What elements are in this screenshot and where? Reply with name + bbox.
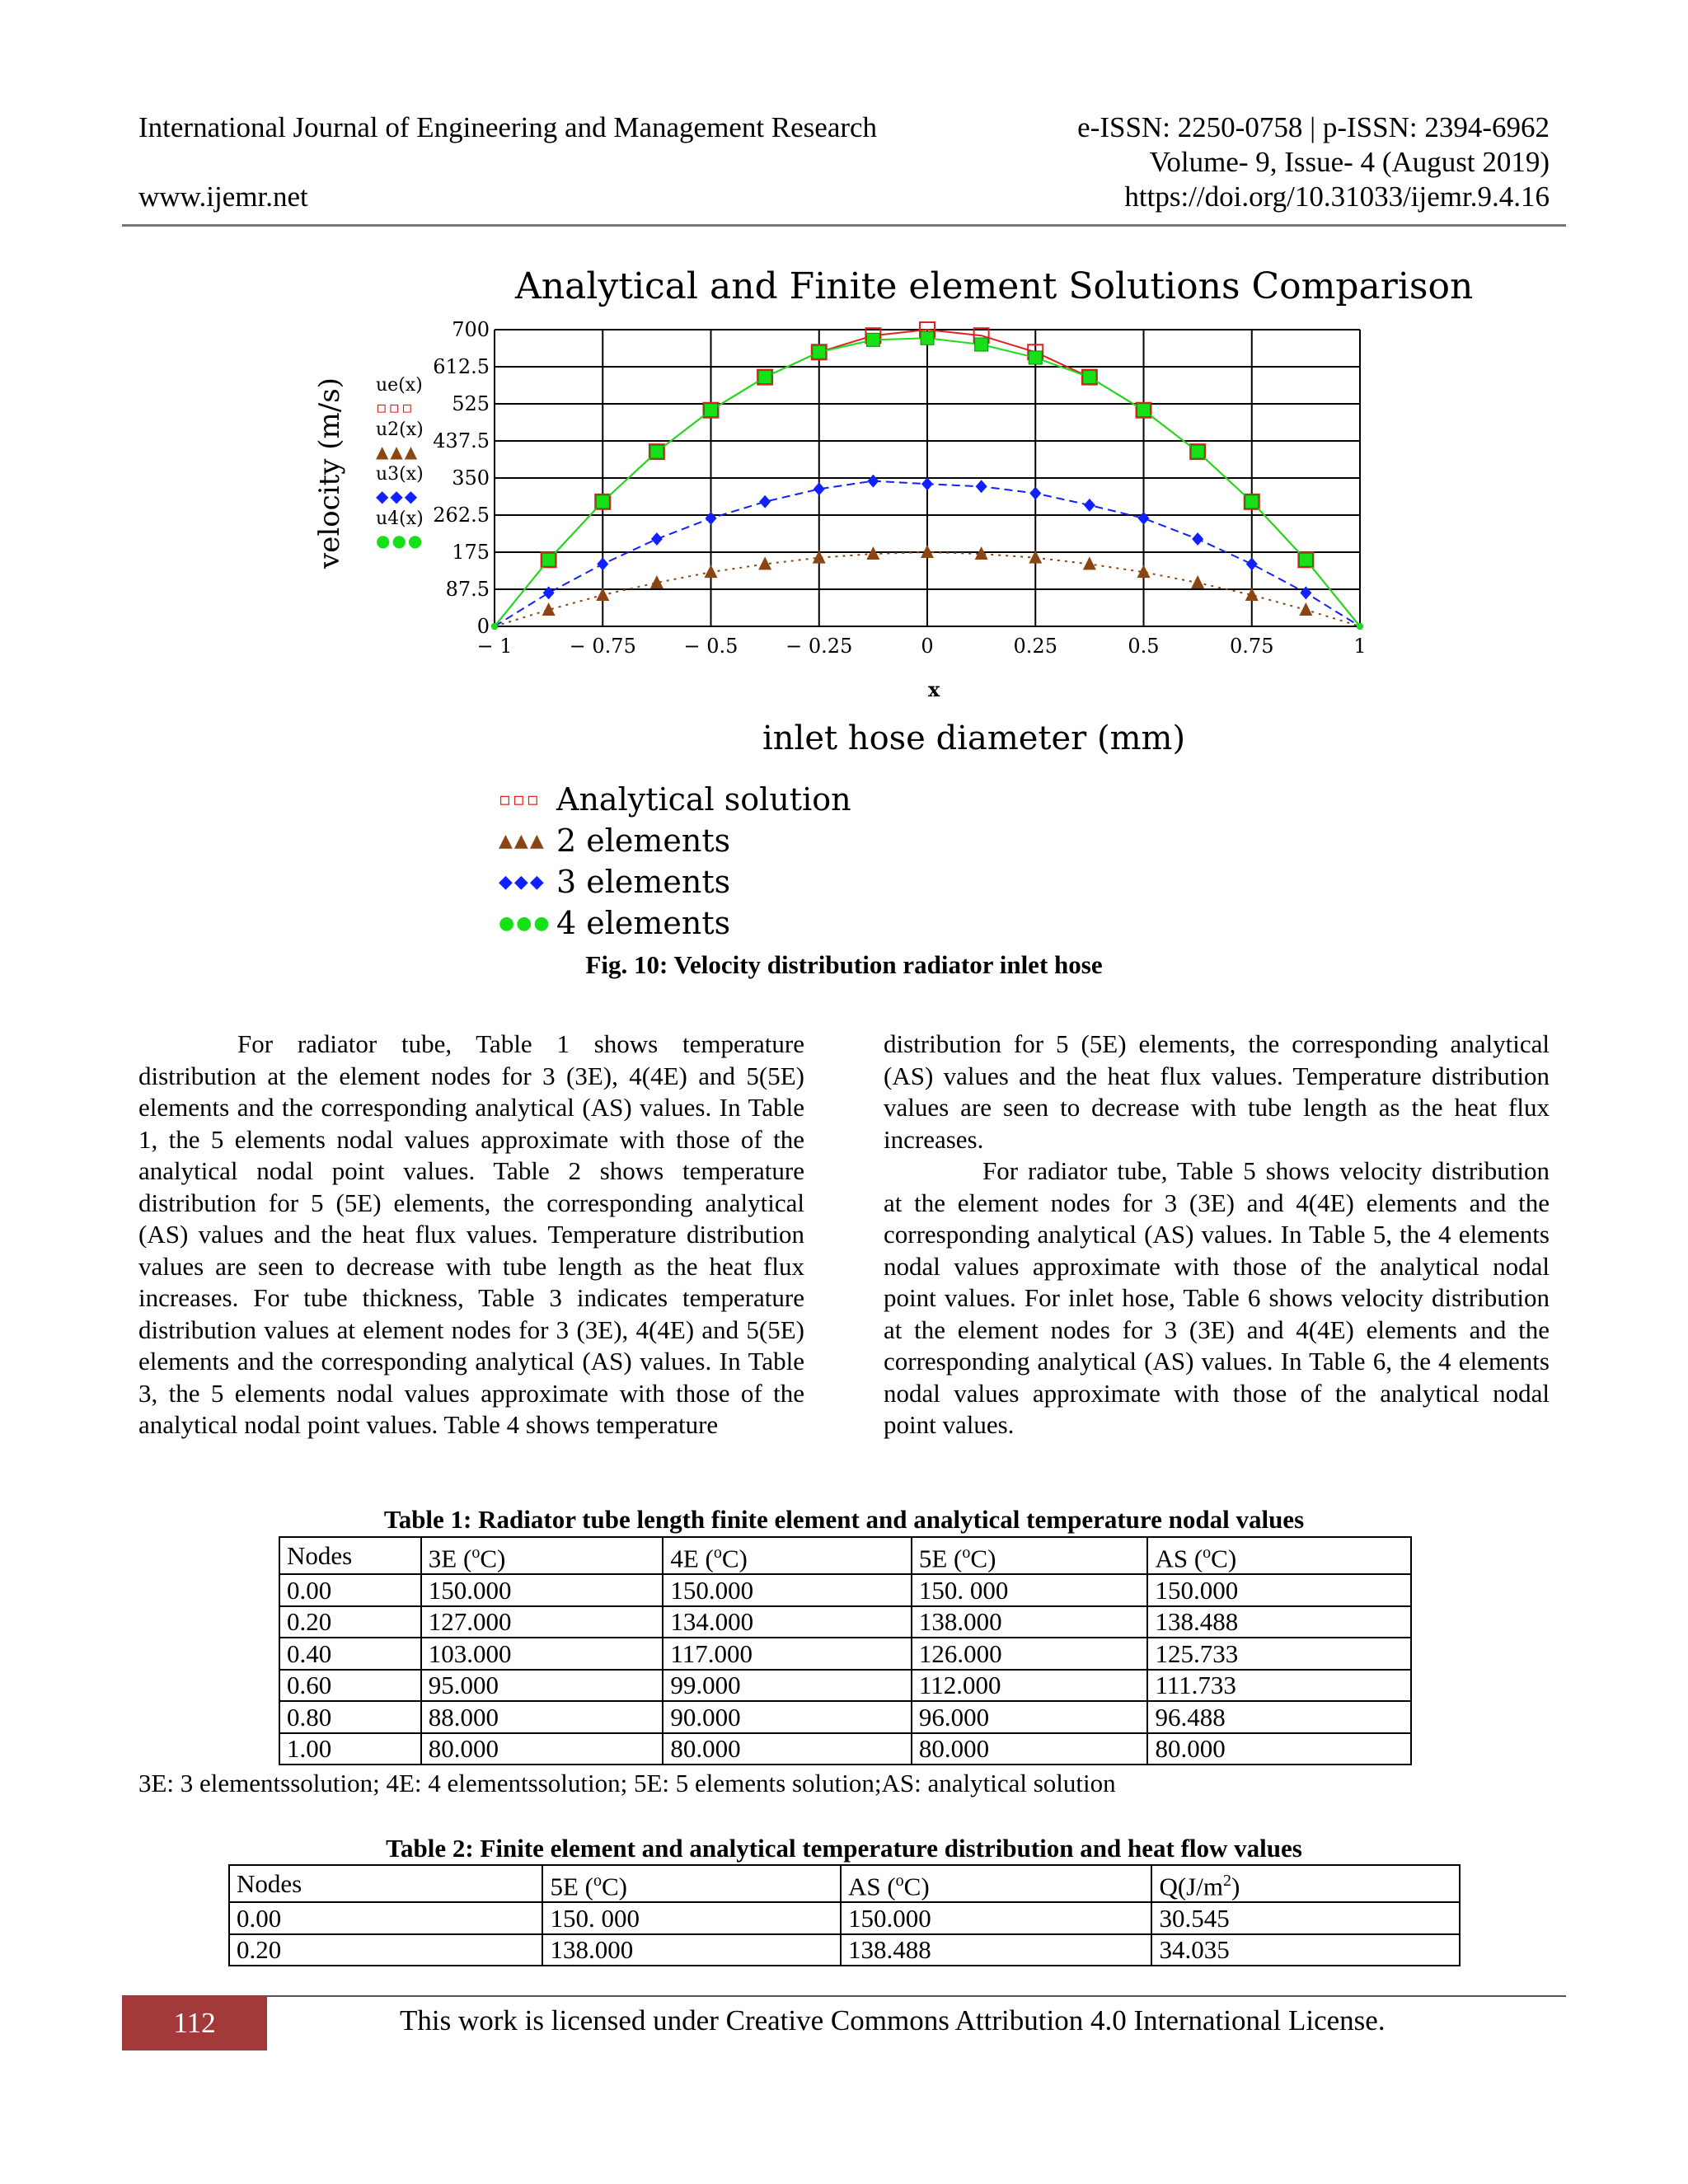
series-marker-icon: ▲▲▲ — [376, 442, 420, 462]
data-point — [976, 480, 987, 493]
data-point — [1029, 487, 1041, 500]
table-cell: 103.000 — [421, 1638, 663, 1670]
table2 — [228, 1864, 1461, 1966]
table-row — [279, 1638, 1411, 1670]
legend-label: 2 elements — [556, 823, 731, 859]
table-header-row — [279, 1537, 1411, 1574]
data-point — [1357, 623, 1363, 630]
table1-caption: Table 1: Radiator tube length finite element and analytical temperature nodal values — [383, 1505, 1305, 1534]
table-header-cell: Nodes — [279, 1537, 421, 1574]
table-cell: 30.545 — [1151, 1902, 1460, 1934]
table2-caption: Table 2: Finite element and analytical temperature distribution and heat flow values — [386, 1834, 1302, 1863]
data-point — [866, 546, 879, 560]
table-header-cell: Nodes — [229, 1865, 542, 1902]
table-row — [279, 1701, 1411, 1733]
table-row — [229, 1902, 1460, 1934]
table-cell: 126.000 — [912, 1638, 1148, 1670]
table-cell: 138.000 — [912, 1606, 1148, 1638]
legend-item — [499, 902, 851, 944]
data-point — [1137, 404, 1151, 417]
table-cell: 0.40 — [279, 1638, 421, 1670]
legend-marker-icon: ▲▲▲ — [499, 830, 546, 851]
y-tick-label: 437.5 — [433, 429, 490, 452]
chart-x-axis-label: inlet hose diameter (mm) — [762, 719, 1186, 757]
x-tick-label: 0.75 — [1230, 635, 1274, 658]
data-point — [597, 557, 608, 570]
table-cell: 138.000 — [542, 1934, 841, 1966]
data-point — [1138, 512, 1150, 525]
legend-label: 3 elements — [556, 864, 731, 900]
x-tick-label: 0.5 — [1128, 635, 1160, 658]
series-name: u3(x) — [376, 464, 424, 485]
data-point — [759, 495, 771, 509]
data-point — [491, 623, 498, 630]
table-row — [279, 1670, 1411, 1702]
table-row — [279, 1574, 1411, 1606]
data-point — [1245, 495, 1259, 509]
body-column-right — [884, 1029, 1550, 1441]
table-cell: 0.20 — [229, 1934, 542, 1966]
chart-legend — [499, 779, 851, 944]
table-cell: 150.000 — [841, 1902, 1151, 1934]
table-cell: 95.000 — [421, 1670, 663, 1702]
header-divider — [122, 224, 1566, 227]
y-tick-label: 0 — [476, 615, 490, 638]
chart-title: Analytical and Finite element Solutions Comparison — [515, 265, 1474, 307]
velocity-chart — [305, 317, 1376, 672]
figure-caption: Fig. 10: Velocity distribution radiator inlet hose — [585, 950, 1103, 979]
data-point — [921, 331, 934, 344]
x-tick-label: − 1 — [476, 635, 513, 658]
series-name: ue(x) — [376, 375, 423, 396]
table-cell: 150. 000 — [542, 1902, 841, 1934]
legend-item — [499, 820, 851, 861]
paragraph: distribution for 5 (5E) elements, the corresponding analytical (AS) values and the heat flux values. Temperature distribution values are seen to decrease with tube length as the heat flux increases. — [884, 1029, 1550, 1154]
table-cell: 34.035 — [1151, 1934, 1460, 1966]
y-tick-label: 525 — [452, 392, 490, 415]
journal-name: International Journal of Engineering and Management Research — [138, 111, 878, 143]
x-tick-label: − 0.5 — [683, 635, 738, 658]
table-row — [229, 1934, 1460, 1966]
doi-link[interactable]: https://doi.org/10.31033/ijemr.9.4.16 — [1124, 180, 1550, 213]
y-tick-label: 350 — [452, 466, 490, 490]
y-tick-label: 700 — [452, 318, 490, 341]
x-tick-label: − 0.25 — [785, 635, 853, 658]
chart-x-symbol: x — [928, 677, 940, 701]
data-point — [1191, 575, 1204, 588]
table-row — [279, 1733, 1411, 1765]
body-column-left — [138, 1029, 804, 1441]
series-marker-icon: ▫▫▫ — [376, 397, 415, 417]
table-cell: 96.000 — [912, 1701, 1148, 1733]
legend-item — [499, 861, 851, 902]
table-header-cell: 4E ($^o$C) — [663, 1537, 912, 1574]
legend-marker-icon: ●●● — [499, 912, 551, 934]
table1-note: 3E: 3 elementssolution; 4E: 4 elementssolution; 5E: 5 elements solution;AS: analytical solution — [138, 1769, 1116, 1797]
table-row — [279, 1606, 1411, 1638]
table-header-cell: 3E ($^o$C) — [421, 1537, 663, 1574]
page-number: 112 — [122, 1996, 267, 2050]
table-cell: 0.00 — [279, 1574, 421, 1606]
series-name: u2(x) — [376, 419, 424, 440]
data-point — [1246, 557, 1258, 570]
table-cell: 99.000 — [663, 1670, 912, 1702]
table-cell: 150.000 — [663, 1574, 912, 1606]
data-point — [1029, 351, 1042, 364]
data-point — [813, 345, 826, 359]
volume-issue: Volume- 9, Issue- 4 (August 2019) — [1149, 146, 1550, 178]
table-cell: 138.488 — [841, 1934, 1151, 1966]
legend-label: 4 elements — [556, 905, 731, 941]
data-point — [1300, 586, 1311, 599]
table-cell: 96.488 — [1147, 1701, 1411, 1733]
x-tick-label: 0 — [921, 635, 934, 658]
data-point — [1299, 602, 1312, 616]
table-cell: 0.00 — [229, 1902, 542, 1934]
data-point — [758, 371, 771, 384]
data-point — [814, 482, 825, 495]
table-cell: 90.000 — [663, 1701, 912, 1733]
table-cell: 125.733 — [1147, 1638, 1411, 1670]
table-cell: 150.000 — [421, 1574, 663, 1606]
table-cell: 0.20 — [279, 1606, 421, 1638]
data-point — [705, 565, 718, 578]
data-point — [651, 532, 663, 546]
paragraph: For radiator tube, Table 1 shows temperature distribution at the element nodes for 3 (3E), 4(4E) and 5(5E) elements and the corresponding analytical (AS) values. In Table 1, the 5 elements nodal values approximate with those of the analytical nodal point values. Table 2 shows temperature distribution for 5 (5E) elements, the corresponding analytical (AS) values and the heat flux values. Temperature distribution values are seen to decrease with tube length as the heat flux increases. For tube thickness, Table 3 indicates temperature distribution values at element nodes for 3 (3E), 4(4E) and 5(5E) elements and the corresponding analytical (AS) values. In Table 3, the 5 elements nodal values approximate with those of the analytical nodal point values. Table 4 shows temperature — [138, 1029, 804, 1439]
data-point — [650, 445, 663, 458]
legend-label: Analytical solution — [556, 781, 851, 818]
table-cell: 127.000 — [421, 1606, 663, 1638]
data-point — [705, 404, 718, 417]
x-tick-label: − 0.75 — [569, 635, 636, 658]
data-point — [1083, 556, 1096, 569]
x-tick-label: 0.25 — [1013, 635, 1057, 658]
y-tick-label: 612.5 — [433, 355, 490, 378]
footer-divider — [122, 1995, 1566, 1997]
data-point — [1299, 553, 1312, 566]
x-tick-label: 1 — [1353, 635, 1367, 658]
data-point — [543, 586, 555, 599]
data-point — [706, 512, 717, 525]
data-point — [1083, 371, 1096, 384]
table-cell: 134.000 — [663, 1606, 912, 1638]
table-cell: 80.000 — [1147, 1733, 1411, 1765]
license-notice[interactable]: This work is licensed under Creative Commons Attribution 4.0 International License. — [400, 2004, 1386, 2036]
issn: e-ISSN: 2250-0758 | p-ISSN: 2394-6962 — [1077, 111, 1550, 143]
table-cell: 112.000 — [912, 1670, 1148, 1702]
series-marker-icon: ◆◆◆ — [376, 486, 420, 506]
data-point — [542, 553, 556, 566]
legend-item — [499, 779, 851, 820]
table-cell: 0.60 — [279, 1670, 421, 1702]
data-point — [867, 475, 879, 488]
table-cell: 80.000 — [912, 1733, 1148, 1765]
y-tick-label: 175 — [452, 541, 490, 564]
table-cell: 1.00 — [279, 1733, 421, 1765]
table-cell: 0.80 — [279, 1701, 421, 1733]
table-cell: 88.000 — [421, 1701, 663, 1733]
table-cell: 111.733 — [1147, 1670, 1411, 1702]
table-header-cell: $Q(J/m^2)$ — [1151, 1865, 1460, 1902]
legend-marker-icon: ◆◆◆ — [499, 871, 546, 893]
series-marker-icon: ●●● — [376, 531, 424, 551]
data-point — [866, 333, 879, 346]
table1 — [279, 1536, 1412, 1765]
table-cell: 138.488 — [1147, 1606, 1411, 1638]
data-point — [596, 495, 609, 509]
chart-y-axis-label: velocity (m/s) — [313, 377, 346, 569]
table-cell: 150.000 — [1147, 1574, 1411, 1606]
data-point — [1084, 499, 1095, 512]
table-header-cell: 5E ($^o$C) — [542, 1865, 841, 1902]
data-point — [975, 338, 988, 351]
y-tick-label: 87.5 — [445, 578, 490, 601]
journal-website[interactable]: www.ijemr.net — [138, 180, 308, 213]
table-cell: 80.000 — [421, 1733, 663, 1765]
data-point — [1191, 445, 1204, 458]
table-header-cell: 5E ($^o$C) — [912, 1537, 1148, 1574]
table-header-cell: AS ($^o$C) — [841, 1865, 1151, 1902]
table-header-row — [229, 1865, 1460, 1902]
table-cell: 117.000 — [663, 1638, 912, 1670]
legend-marker-icon: ▫▫▫ — [499, 789, 541, 810]
paragraph: For radiator tube, Table 5 shows velocity distribution at the element nodes for 3 (3E) and 4(4E) elements and the corresponding analytical (AS) values. In Table 5, the 4 elements nodal values approximate with those of the analytical nodal point values. For inlet hose, Table 6 shows velocity distribution at the element nodes for 3 (3E) and 4(4E) elements and the corresponding analytical (AS) values. In Table 6, the 4 elements nodal values approximate with those of the analytical nodal point values. — [884, 1156, 1550, 1439]
data-point — [921, 477, 933, 490]
table-cell: 150. 000 — [912, 1574, 1148, 1606]
table-header-cell: AS ($^o$C) — [1147, 1537, 1411, 1574]
table-cell: 80.000 — [663, 1733, 912, 1765]
series-name: u4(x) — [376, 509, 424, 529]
y-tick-label: 262.5 — [433, 504, 490, 527]
data-point — [1192, 532, 1203, 546]
